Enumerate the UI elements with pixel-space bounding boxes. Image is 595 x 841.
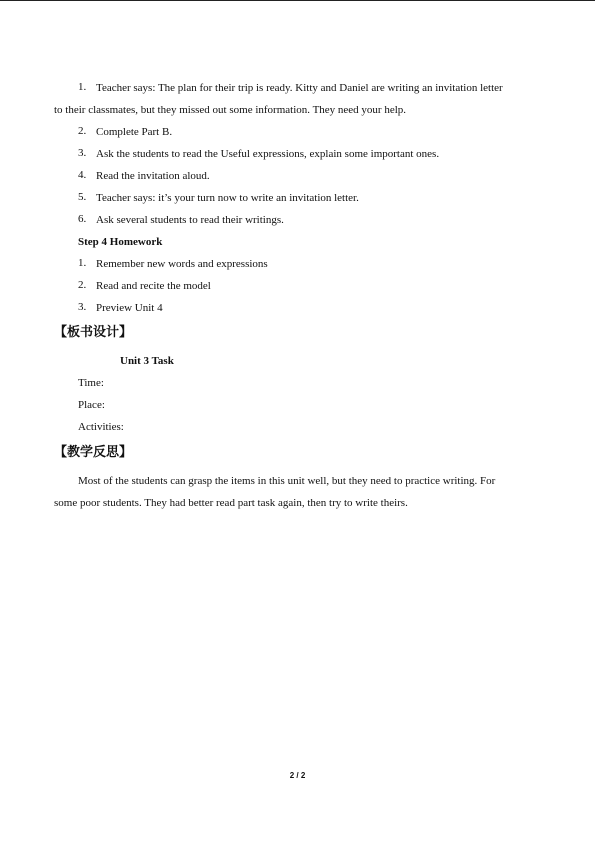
page-number: 2 / 2 [289, 771, 306, 780]
step-2-text: Complete Part B. [96, 126, 173, 138]
step-4-text: Read the invitation aloud. [96, 170, 210, 182]
step-6-text: Ask several students to read their writings. [96, 214, 284, 226]
reflection-line-2: some poor students. They had better read part task again, then try to write theirs. [54, 497, 408, 509]
step-3-text: Ask the students to read the Useful expressions, explain some important ones. [96, 148, 440, 160]
homework-3-text: Preview Unit 4 [96, 302, 163, 314]
step-4-number: 4. [78, 169, 87, 181]
homework-2-text: Read and recite the model [96, 280, 211, 292]
step-1-number: 1. [78, 81, 87, 93]
homework-title: Step 4 Homework [78, 236, 163, 248]
board-title: Unit 3 Task [120, 355, 174, 367]
board-design-heading: 【板书设计】 [54, 325, 133, 340]
board-time-label: Time: [78, 377, 104, 389]
reflection-line-1: Most of the students can grasp the items in this unit well, but they need to practice writing. For [78, 475, 496, 487]
reflection-heading: 【教学反思】 [54, 445, 133, 460]
step-6-number: 6. [78, 213, 87, 225]
board-place-label: Place: [78, 399, 105, 411]
homework-1-text: Remember new words and expressions [96, 258, 268, 270]
step-1-continuation: to their classmates, but they missed out some information. They need your help. [54, 104, 407, 116]
homework-2-number: 2. [78, 279, 87, 291]
step-5-text: Teacher says: it’s your turn now to write an invitation letter. [96, 192, 359, 204]
board-activities-label: Activities: [78, 421, 124, 433]
step-3-number: 3. [78, 147, 87, 159]
step-2-number: 2. [78, 125, 87, 137]
homework-1-number: 1. [78, 257, 87, 269]
homework-3-number: 3. [78, 301, 87, 313]
step-5-number: 5. [78, 191, 87, 203]
top-border [0, 0, 595, 1]
step-1-text: Teacher says: The plan for their trip is ready. Kitty and Daniel are writing an invitation letter [96, 82, 503, 94]
